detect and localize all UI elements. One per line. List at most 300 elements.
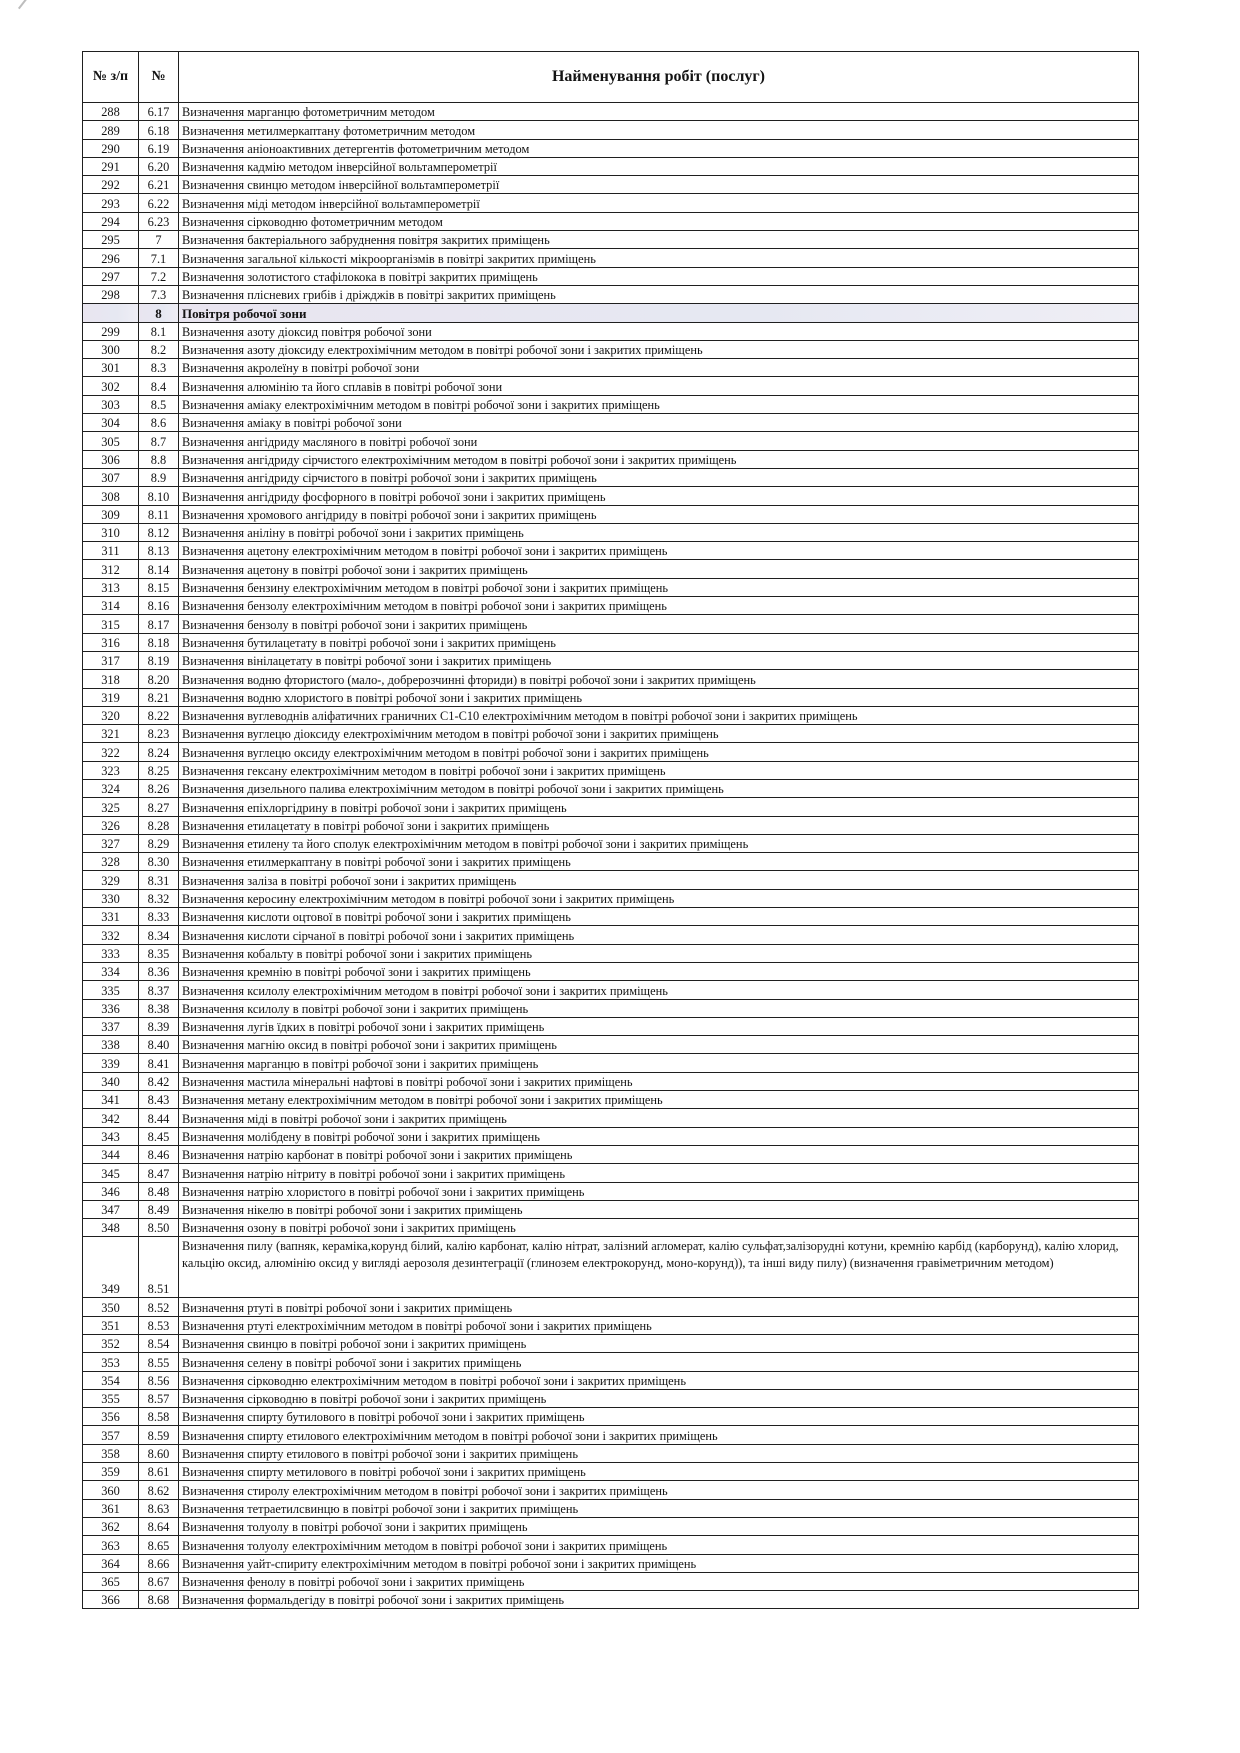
row-number-cell: 325 [83,798,139,816]
row-number-cell: 312 [83,560,139,578]
row-name-cell: Визначення озону в повітрі робочої зони і закритих приміщень [179,1219,1139,1237]
row-name-cell: Визначення натрію нітриту в повітрі робочої зони і закритих приміщень [179,1164,1139,1182]
row-name-cell: Визначення азоту діоксид повітря робочої зони [179,322,1139,340]
table-row [83,1517,1139,1535]
header-num: № з/п [83,52,139,103]
row-code-cell: 8.30 [139,853,179,871]
row-code-cell: 8.48 [139,1182,179,1200]
row-number-cell: 342 [83,1109,139,1127]
row-code-cell: 8.17 [139,615,179,633]
table-row [83,157,1139,175]
row-number-cell: 356 [83,1408,139,1426]
table-row [83,322,1139,340]
table-row [83,505,1139,523]
row-number-cell: 364 [83,1554,139,1572]
table-row [83,377,1139,395]
row-code-cell: 7.1 [139,249,179,267]
row-number-cell: 365 [83,1572,139,1590]
row-name-cell: Визначення мастила мінеральні нафтові в повітрі робочої зони і закритих приміщень [179,1072,1139,1090]
row-number-cell: 335 [83,981,139,999]
row-code-cell: 8.28 [139,816,179,834]
row-name-cell: Визначення свинцю в повітрі робочої зони і закритих приміщень [179,1335,1139,1353]
row-name-cell: Визначення бактеріального забруднення повітря закритих приміщень [179,231,1139,249]
row-code-cell: 8.47 [139,1164,179,1182]
row-code-cell: 8.20 [139,670,179,688]
table-row [83,706,1139,724]
table-row [83,1200,1139,1218]
row-code-cell: 8.54 [139,1335,179,1353]
row-code-cell: 7.2 [139,267,179,285]
row-name-cell: Визначення аміаку електрохімічним методом в повітрі робочої зони і закритих приміщень [179,395,1139,413]
row-code-cell: 8.66 [139,1554,179,1572]
row-number-cell: 351 [83,1316,139,1334]
document-page [82,51,1138,1609]
row-name-cell: Визначення лугів їдких в повітрі робочої зони і закритих приміщень [179,1017,1139,1035]
table-row [83,285,1139,303]
row-code-cell: 8.5 [139,395,179,413]
row-code-cell: 8.42 [139,1072,179,1090]
row-name-cell: Визначення гексану електрохімічним методом в повітрі робочої зони і закритих приміщень [179,761,1139,779]
row-number-cell: 326 [83,816,139,834]
table-row [83,761,1139,779]
table-row [83,414,1139,432]
row-code-cell: 8.10 [139,487,179,505]
services-table [82,51,1139,1609]
row-name-cell: Визначення аніліну в повітрі робочої зони і закритих приміщень [179,523,1139,541]
row-name-cell: Визначення ацетону електрохімічним методом в повітрі робочої зони і закритих приміщень [179,542,1139,560]
table-row [83,340,1139,358]
table-row [83,578,1139,596]
table-row [83,1145,1139,1163]
row-code-cell: 8.43 [139,1091,179,1109]
row-name-cell: Визначення ангідриду сірчистого в повітрі робочої зони і закритих приміщень [179,468,1139,486]
row-code-cell: 8.57 [139,1389,179,1407]
row-name-cell: Визначення бензолу електрохімічним методом в повітрі робочої зони і закритих приміщень [179,597,1139,615]
row-code-cell: 8.41 [139,1054,179,1072]
row-number-cell: 301 [83,359,139,377]
row-number-cell: 318 [83,670,139,688]
table-row [83,1017,1139,1035]
row-number-cell: 324 [83,779,139,797]
header-row [83,52,1139,103]
row-code-cell: 8.37 [139,981,179,999]
row-number-cell: 339 [83,1054,139,1072]
table-row [83,487,1139,505]
row-name-cell: Визначення ацетону в повітрі робочої зони і закритих приміщень [179,560,1139,578]
row-code-cell: 6.21 [139,176,179,194]
row-number-cell: 344 [83,1145,139,1163]
row-name-cell: Визначення ксилолу в повітрі робочої зони і закритих приміщень [179,999,1139,1017]
row-code-cell: 8.67 [139,1572,179,1590]
row-number-cell: 330 [83,889,139,907]
row-code-cell: 8.31 [139,871,179,889]
table-row [83,816,1139,834]
table-row [83,560,1139,578]
row-number-cell: 321 [83,725,139,743]
row-number-cell: 314 [83,597,139,615]
row-code-cell: 8.63 [139,1499,179,1517]
row-name-cell: Визначення вуглеводнів аліфатичних граничних С1-С10 електрохімічним методом в повітрі робочої зони і закритих приміщень [179,706,1139,724]
table-row [83,1237,1139,1298]
table-body [83,103,1139,1609]
row-number-cell: 316 [83,633,139,651]
row-code-cell: 8.1 [139,322,179,340]
row-number-cell: 293 [83,194,139,212]
row-code-cell: 8.19 [139,651,179,669]
row-number-cell: 294 [83,212,139,230]
table-row [83,1091,1139,1109]
row-code-cell: 8.62 [139,1481,179,1499]
row-code-cell: 8.3 [139,359,179,377]
row-code-cell: 8.36 [139,962,179,980]
row-number-cell: 295 [83,231,139,249]
row-number-cell: 338 [83,1036,139,1054]
row-code-cell: 8.49 [139,1200,179,1218]
row-name-cell: Визначення формальдегіду в повітрі робочої зони і закритих приміщень [179,1591,1139,1609]
table-row [83,139,1139,157]
row-number-cell: 306 [83,450,139,468]
row-name-cell: Визначення толуолу електрохімічним методом в повітрі робочої зони і закритих приміщень [179,1536,1139,1554]
table-row [83,1054,1139,1072]
row-number-cell: 360 [83,1481,139,1499]
table-row [83,103,1139,121]
row-number-cell: 352 [83,1335,139,1353]
row-number-cell: 320 [83,706,139,724]
row-number-cell: 303 [83,395,139,413]
row-number-cell: 299 [83,322,139,340]
row-code-cell: 8.64 [139,1517,179,1535]
table-row [83,1481,1139,1499]
row-code-cell: 8.61 [139,1463,179,1481]
row-number-cell: 345 [83,1164,139,1182]
row-number-cell: 308 [83,487,139,505]
row-code-cell: 8.35 [139,944,179,962]
row-number-cell: 348 [83,1219,139,1237]
table-row [83,1298,1139,1316]
table-row [83,194,1139,212]
row-number-cell: 357 [83,1426,139,1444]
table-row [83,1164,1139,1182]
row-code-cell: 8.9 [139,468,179,486]
table-row [83,999,1139,1017]
row-name-cell: Визначення бензину електрохімічним методом в повітрі робочої зони і закритих приміщень [179,578,1139,596]
row-name-cell: Визначення бензолу в повітрі робочої зони і закритих приміщень [179,615,1139,633]
row-number-cell: 292 [83,176,139,194]
table-row [83,432,1139,450]
table-row [83,1371,1139,1389]
row-name-cell: Визначення метилмеркаптану фотометричним методом [179,121,1139,139]
row-name-cell: Визначення етилену та його сполук електрохімічним методом в повітрі робочої зони і закритих приміщень [179,834,1139,852]
row-code-cell: 8.26 [139,779,179,797]
row-code-cell: 8.18 [139,633,179,651]
row-name-cell: Визначення золотистого стафілокока в повітрі закритих приміщень [179,267,1139,285]
table-row [83,871,1139,889]
row-number-cell: 347 [83,1200,139,1218]
row-name-cell: Визначення натрію карбонат в повітрі робочої зони і закритих приміщень [179,1145,1139,1163]
table-row [83,834,1139,852]
row-code-cell: 6.19 [139,139,179,157]
row-name-cell: Визначення стиролу електрохімічним методом в повітрі робочої зони і закритих приміщень [179,1481,1139,1499]
row-name-cell: Визначення спирту метилового в повітрі робочої зони і закритих приміщень [179,1463,1139,1481]
row-code-cell: 6.17 [139,103,179,121]
table-row [83,651,1139,669]
row-code-cell: 6.23 [139,212,179,230]
row-name-cell: Визначення ангідриду масляного в повітрі робочої зони [179,432,1139,450]
table-row [83,1036,1139,1054]
row-number-cell: 322 [83,743,139,761]
row-name-cell: Визначення сірководню електрохімічним методом в повітрі робочої зони і закритих приміщень [179,1371,1139,1389]
row-name-cell: Визначення ртуті електрохімічним методом в повітрі робочої зони і закритих приміщень [179,1316,1139,1334]
row-name-cell: Визначення плісневих грибів і дріжджів в повітрі закритих приміщень [179,285,1139,303]
table-row [83,908,1139,926]
row-name-cell: Визначення керосину електрохімічним методом в повітрі робочої зони і закритих приміщень [179,889,1139,907]
row-code-cell: 8.14 [139,560,179,578]
row-name-cell: Визначення спирту бутилового в повітрі робочої зони і закритих приміщень [179,1408,1139,1426]
row-number-cell: 337 [83,1017,139,1035]
row-name-cell: Визначення марганцю фотометричним методом [179,103,1139,121]
row-code-cell: 8.58 [139,1408,179,1426]
row-number-cell: 331 [83,908,139,926]
table-row [83,450,1139,468]
row-code-cell: 8.56 [139,1371,179,1389]
table-row [83,798,1139,816]
table-row [83,1572,1139,1590]
row-name-cell: Визначення водню фтористого (мало-, добрерозчинні фториди) в повітрі робочої зони і закритих приміщень [179,670,1139,688]
row-number-cell: 291 [83,157,139,175]
row-number-cell: 317 [83,651,139,669]
row-number-cell: 310 [83,523,139,541]
row-name-cell: Визначення тетраетилсвинцю в повітрі робочої зони і закритих приміщень [179,1499,1139,1517]
row-code-cell: 8.51 [139,1237,179,1298]
row-number-cell: 307 [83,468,139,486]
row-code-cell: 8.55 [139,1353,179,1371]
table-row [83,1463,1139,1481]
row-name-cell: Визначення водню хлористого в повітрі робочої зони і закритих приміщень [179,688,1139,706]
row-number-cell: 315 [83,615,139,633]
row-name-cell: Визначення сірководню в повітрі робочої зони і закритих приміщень [179,1389,1139,1407]
row-name-cell: Визначення молібдену в повітрі робочої зони і закритих приміщень [179,1127,1139,1145]
row-number-cell: 327 [83,834,139,852]
row-number-cell: 289 [83,121,139,139]
row-name-cell: Визначення акролеїну в повітрі робочої зони [179,359,1139,377]
row-code-cell: 6.22 [139,194,179,212]
table-row [83,597,1139,615]
row-number-cell: 319 [83,688,139,706]
row-name-cell: Повітря робочої зони [179,304,1139,322]
row-number-cell: 354 [83,1371,139,1389]
row-code-cell: 6.18 [139,121,179,139]
row-name-cell: Визначення фенолу в повітрі робочої зони і закритих приміщень [179,1572,1139,1590]
table-row [83,926,1139,944]
row-code-cell: 8.21 [139,688,179,706]
row-name-cell: Визначення міді в повітрі робочої зони і закритих приміщень [179,1109,1139,1127]
row-code-cell: 8.7 [139,432,179,450]
row-name-cell: Визначення загальної кількості мікроорганізмів в повітрі закритих приміщень [179,249,1139,267]
row-number-cell: 359 [83,1463,139,1481]
row-code-cell: 8.32 [139,889,179,907]
table-row [83,633,1139,651]
table-row [83,1127,1139,1145]
row-code-cell: 8.68 [139,1591,179,1609]
row-name-cell: Визначення заліза в повітрі робочої зони і закритих приміщень [179,871,1139,889]
row-name-cell: Визначення хромового ангідриду в повітрі робочої зони і закритих приміщень [179,505,1139,523]
table-row [83,1426,1139,1444]
row-number-cell: 336 [83,999,139,1017]
row-name-cell: Визначення кадмію методом інверсійної вольтамперометрії [179,157,1139,175]
row-number-cell: 300 [83,340,139,358]
table-row [83,981,1139,999]
row-name-cell: Визначення вуглецю діоксиду електрохімічним методом в повітрі робочої зони і закритих приміщень [179,725,1139,743]
row-number-cell: 304 [83,414,139,432]
row-code-cell: 8.34 [139,926,179,944]
row-number-cell: 305 [83,432,139,450]
row-name-cell: Визначення ксилолу електрохімічним методом в повітрі робочої зони і закритих приміщень [179,981,1139,999]
row-code-cell: 8.60 [139,1444,179,1462]
table-row [83,944,1139,962]
row-number-cell: 288 [83,103,139,121]
row-name-cell: Визначення ртуті в повітрі робочої зони і закритих приміщень [179,1298,1139,1316]
row-number-cell: 358 [83,1444,139,1462]
row-code-cell: 8.38 [139,999,179,1017]
row-name-cell: Визначення кремнію в повітрі робочої зони і закритих приміщень [179,962,1139,980]
row-number-cell: 329 [83,871,139,889]
row-number-cell: 341 [83,1091,139,1109]
row-code-cell: 8.24 [139,743,179,761]
row-code-cell: 7 [139,231,179,249]
row-number-cell: 349 [83,1237,139,1298]
row-number-cell: 366 [83,1591,139,1609]
row-code-cell: 8.16 [139,597,179,615]
table-row [83,1353,1139,1371]
row-code-cell: 8.6 [139,414,179,432]
table-row [83,1335,1139,1353]
row-number-cell: 323 [83,761,139,779]
row-code-cell: 8.11 [139,505,179,523]
row-name-cell: Визначення вінілацетату в повітрі робочої зони і закритих приміщень [179,651,1139,669]
row-name-cell: Визначення бутилацетату в повітрі робочої зони і закритих приміщень [179,633,1139,651]
row-number-cell: 302 [83,377,139,395]
row-number-cell [83,304,139,322]
row-code-cell: 8.13 [139,542,179,560]
table-row [83,1408,1139,1426]
row-code-cell: 8.46 [139,1145,179,1163]
row-number-cell: 355 [83,1389,139,1407]
row-number-cell: 313 [83,578,139,596]
table-row [83,231,1139,249]
row-number-cell: 334 [83,962,139,980]
row-number-cell: 309 [83,505,139,523]
row-number-cell: 362 [83,1517,139,1535]
row-code-cell: 6.20 [139,157,179,175]
table-row [83,743,1139,761]
table-row [83,249,1139,267]
row-name-cell: Визначення пилу (вапняк, кераміка,корунд білий, калію карбонат, калію нітрат, залізний агломерат, калію сульфат,залізорудні котуни, кремнію карбід (карборунд), калію хлорид, кальцію оксид, алюмінію оксид у вигляді аерозоля дезинтеграції (глинозем електрокорунд, моно-корунд)), та інші виду пилу) (визначення гравіметричним методом) [179,1237,1139,1298]
row-name-cell: Визначення нікелю в повітрі робочої зони і закритих приміщень [179,1200,1139,1218]
table-row [83,1219,1139,1237]
row-code-cell: 8 [139,304,179,322]
row-number-cell: 346 [83,1182,139,1200]
row-number-cell: 296 [83,249,139,267]
table-row [83,1536,1139,1554]
table-row [83,853,1139,871]
row-code-cell: 8.4 [139,377,179,395]
table-row [83,542,1139,560]
row-number-cell: 363 [83,1536,139,1554]
table-row [83,779,1139,797]
row-code-cell: 8.22 [139,706,179,724]
row-code-cell: 8.2 [139,340,179,358]
row-number-cell: 298 [83,285,139,303]
row-code-cell: 8.12 [139,523,179,541]
row-name-cell: Визначення селену в повітрі робочої зони і закритих приміщень [179,1353,1139,1371]
row-code-cell: 8.65 [139,1536,179,1554]
row-code-cell: 8.23 [139,725,179,743]
table-row [83,176,1139,194]
row-code-cell: 7.3 [139,285,179,303]
header-code: № [139,52,179,103]
row-name-cell: Визначення ангідриду сірчистого електрохімічним методом в повітрі робочої зони і закритих приміщень [179,450,1139,468]
table-row [83,615,1139,633]
table-row [83,725,1139,743]
row-code-cell: 8.27 [139,798,179,816]
row-name-cell: Визначення сірководню фотометричним методом [179,212,1139,230]
table-row [83,212,1139,230]
table-row [83,1072,1139,1090]
row-number-cell: 353 [83,1353,139,1371]
row-name-cell: Визначення дизельного палива електрохімічним методом в повітрі робочої зони і закритих приміщень [179,779,1139,797]
table-row [83,1316,1139,1334]
table-row [83,267,1139,285]
table-row [83,121,1139,139]
row-number-cell: 343 [83,1127,139,1145]
row-number-cell: 332 [83,926,139,944]
header-name: Найменування робіт (послуг) [179,52,1139,103]
row-code-cell: 8.45 [139,1127,179,1145]
row-name-cell: Визначення толуолу в повітрі робочої зони і закритих приміщень [179,1517,1139,1535]
table-row [83,1109,1139,1127]
row-name-cell: Визначення алюмінію та його сплавів в повітрі робочої зони [179,377,1139,395]
row-name-cell: Визначення кислоти оцтової в повітрі робочої зони і закритих приміщень [179,908,1139,926]
row-code-cell: 8.40 [139,1036,179,1054]
table-row [83,395,1139,413]
row-code-cell: 8.15 [139,578,179,596]
row-code-cell: 8.52 [139,1298,179,1316]
table-row [83,468,1139,486]
table-row [83,1444,1139,1462]
table-row [83,359,1139,377]
table-row [83,670,1139,688]
row-number-cell: 328 [83,853,139,871]
row-code-cell: 8.44 [139,1109,179,1127]
row-name-cell: Визначення азоту діоксиду електрохімічним методом в повітрі робочої зони і закритих приміщень [179,340,1139,358]
table-row [83,1554,1139,1572]
table-row [83,1389,1139,1407]
table-row [83,523,1139,541]
section-row [83,304,1139,322]
row-number-cell: 333 [83,944,139,962]
row-name-cell: Визначення ангідриду фосфорного в повітрі робочої зони і закритих приміщень [179,487,1139,505]
row-name-cell: Визначення кобальту в повітрі робочої зони і закритих приміщень [179,944,1139,962]
table-header [83,52,1139,103]
row-code-cell: 8.39 [139,1017,179,1035]
row-number-cell: 311 [83,542,139,560]
row-name-cell: Визначення спирту етилового в повітрі робочої зони і закритих приміщень [179,1444,1139,1462]
row-name-cell: Визначення аніоноактивних детергентів фотометричним методом [179,139,1139,157]
table-row [83,688,1139,706]
row-number-cell: 290 [83,139,139,157]
table-row [83,962,1139,980]
scan-fold-mark [18,0,69,9]
